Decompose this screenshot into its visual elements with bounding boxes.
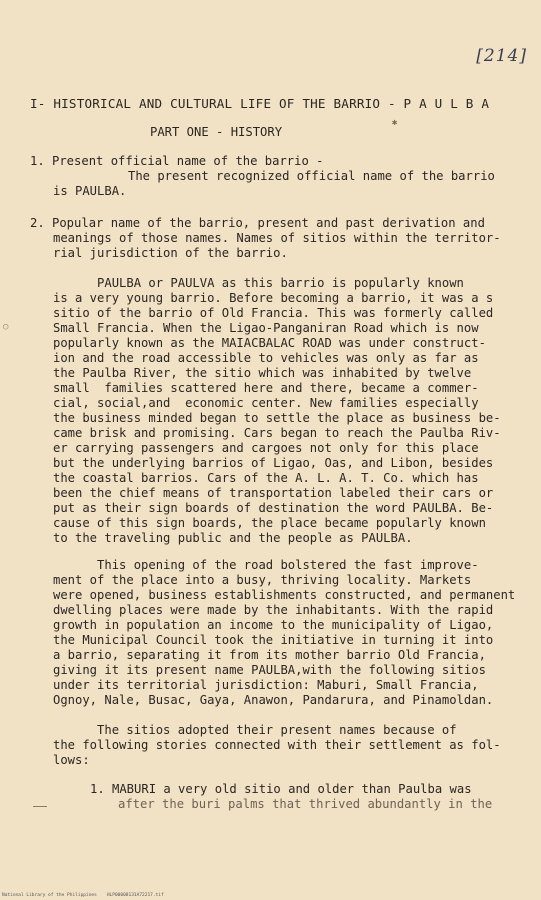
text-line: the Municipal Council took the initiative in turning it into xyxy=(53,633,494,647)
text-line: er carrying passengers and cargoes not only for this place xyxy=(53,441,479,455)
text-line: dwelling places were made by the inhabitants. With the rapid xyxy=(53,603,494,617)
text-line: growth in population an income to the municipality of Ligao, xyxy=(53,618,494,632)
text-line: The present recognized official name of the barrio xyxy=(128,169,495,183)
text-line: small families scattered here and there, became a commer- xyxy=(53,381,479,395)
text-line: the business minded began to settle the place as business be- xyxy=(53,411,501,425)
text-line: the coastal barrios. Cars of the A. L. A. T. Co. which has xyxy=(53,471,479,485)
text-line: sitio of the barrio of Old Francia. This was formerly called xyxy=(53,306,494,320)
text-line: to the traveling public and the people as PAULBA. xyxy=(53,531,413,545)
text-line: but the underlying barrios of Ligao, Oas, and Libon, besides xyxy=(53,456,494,470)
paragraph-3 xyxy=(53,723,501,768)
text-line: the following stories connected with their settlement as fol- xyxy=(53,738,501,752)
question-2-lead xyxy=(30,216,485,231)
text-line: ment of the place into a busy, thriving locality. Markets xyxy=(53,573,472,587)
margin-mark: ○ xyxy=(3,322,9,332)
text-line: the Paulba River, the sitio which was inhabited by twelve xyxy=(53,366,472,380)
text-line: lows: xyxy=(53,753,90,767)
document-title: I- HISTORICAL AND CULTURAL LIFE OF THE BARRIO - P A U L B A xyxy=(30,96,490,111)
question-1-answer-continued xyxy=(53,184,126,199)
text-line: after the buri palms that thrived abundantly in the xyxy=(118,797,493,811)
library-credit: National Library of the Philippines xyxy=(2,893,97,898)
question-2-continued xyxy=(53,231,501,261)
page-number: [214] xyxy=(476,46,527,66)
text-line: meanings of those names. Names of sitios within the territor- xyxy=(53,231,501,245)
text-line: cial, social,and economic center. New families especially xyxy=(53,396,479,410)
text-line: came brisk and promising. Cars began to reach the Paulba Riv- xyxy=(53,426,501,440)
text-line: 1. Present official name of the barrio - xyxy=(30,154,324,168)
paragraph-1 xyxy=(53,276,501,546)
text-line: is PAULBA. xyxy=(53,184,127,198)
text-line: The sitios adopted their present names because of xyxy=(53,723,457,737)
text-line: were opened, business establishments constructed, and permanent xyxy=(53,588,516,602)
text-line: a barrio, separating it from its mother barrio Old Francia, xyxy=(53,648,486,662)
text-line: put as their sign boards of destination the word PAULBA. Be- xyxy=(53,501,494,515)
question-1-lead xyxy=(30,154,324,169)
text-line: rial jurisdiction of the barrio. xyxy=(53,246,288,260)
text-line: PAULBA or PAULVA as this barrio is popularly known xyxy=(53,276,464,290)
question-1-answer xyxy=(128,169,495,184)
text-line: cause of this sign boards, the place became popularly known xyxy=(53,516,486,530)
text-line: under its territorial jurisdiction: Maburi, Small Francia, xyxy=(53,678,479,692)
asterisk-mark: ✱ xyxy=(392,118,398,128)
text-line: Small Francia. When the Ligao-Panganiran Road which is now xyxy=(53,321,479,335)
file-name: HLP00008131A72217.tif xyxy=(106,893,164,898)
paragraph-2 xyxy=(53,558,515,708)
text-line: giving it its present name PAULBA,with the following sitios xyxy=(53,663,486,677)
text-line: is a very young barrio. Before becoming a barrio, it was a s xyxy=(53,291,494,305)
text-line: Ognoy, Nale, Busac, Gaya, Anawon, Pandarura, and Pinamoldan. xyxy=(53,693,494,707)
text-line: 2. Popular name of the barrio, present and past derivation and xyxy=(30,216,485,230)
margin-dash xyxy=(33,806,47,807)
list-item-continued xyxy=(118,797,492,812)
text-line: popularly known as the MAIACBALAC ROAD was under construct- xyxy=(53,336,486,350)
text-line: been the chief means of transportation labeled their cars or xyxy=(53,486,494,500)
section-heading: PART ONE - HISTORY xyxy=(150,125,283,139)
text-line: 1. MABURI a very old sitio and older than Paulba was xyxy=(90,782,472,796)
scan-footer xyxy=(2,893,174,898)
list-item xyxy=(90,782,472,797)
text-line: This opening of the road bolstered the fast improve- xyxy=(53,558,479,572)
text-line: ion and the road accessible to vehicles was only as far as xyxy=(53,351,479,365)
